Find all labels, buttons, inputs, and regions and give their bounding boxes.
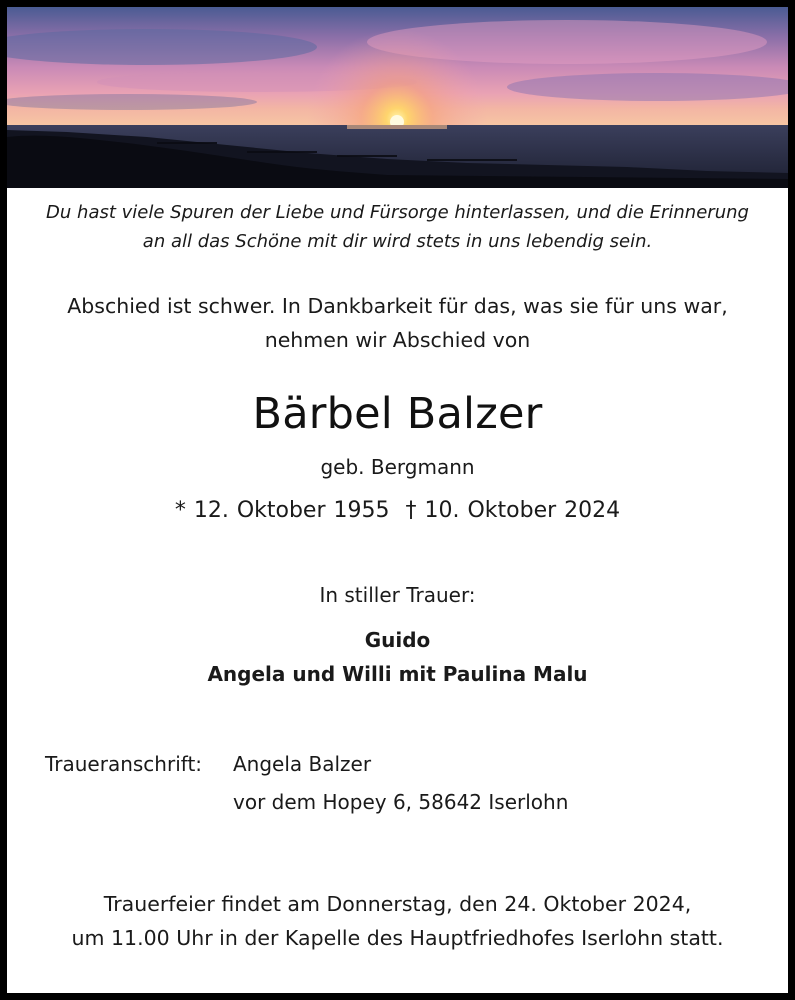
intro-line-2: nehmen wir Abschied von (264, 328, 531, 352)
address-label: Traueranschrift: (45, 752, 203, 776)
ceremony-info (7, 887, 788, 955)
ceremony-line-1: Trauerfeier findet am Donnerstag, den 24. Oktober 2024, (103, 892, 692, 916)
life-dates (7, 494, 788, 528)
family-member-2: Angela und Willi mit Paulina Malu (207, 662, 588, 686)
address-street: vor dem Hopey 6, 58642 Iserlohn (233, 790, 569, 814)
deceased-name: Bärbel Balzer (252, 389, 543, 439)
birth-date: * 12. Oktober 1955 (174, 498, 390, 523)
mourning-label: In stiller Trauer: (319, 583, 476, 607)
intro (7, 289, 788, 357)
verse-line-2: an all das Schöne mit dir wird stets in uns lebendig sein. (142, 231, 653, 252)
intro-line-1: Abschied ist schwer. In Dankbarkeit für das, was sie für uns war, (67, 294, 728, 318)
verse-line-1: Du hast viele Spuren der Liebe und Fürsorge hinterlassen, und die Erinnerung (46, 202, 749, 223)
sunset-sea-photo (7, 7, 788, 188)
maiden-name: geb. Bergmann (320, 455, 475, 479)
family-member-1: Guido (364, 628, 431, 652)
ceremony-line-2: um 11.00 Uhr in der Kapelle des Hauptfriedhofes Iserlohn statt. (71, 926, 724, 950)
mourning-address (233, 745, 568, 821)
sunset-image (7, 7, 788, 188)
address-name: Angela Balzer (233, 752, 372, 776)
death-date: † 10. Oktober 2024 (405, 498, 621, 523)
verse (7, 198, 788, 256)
